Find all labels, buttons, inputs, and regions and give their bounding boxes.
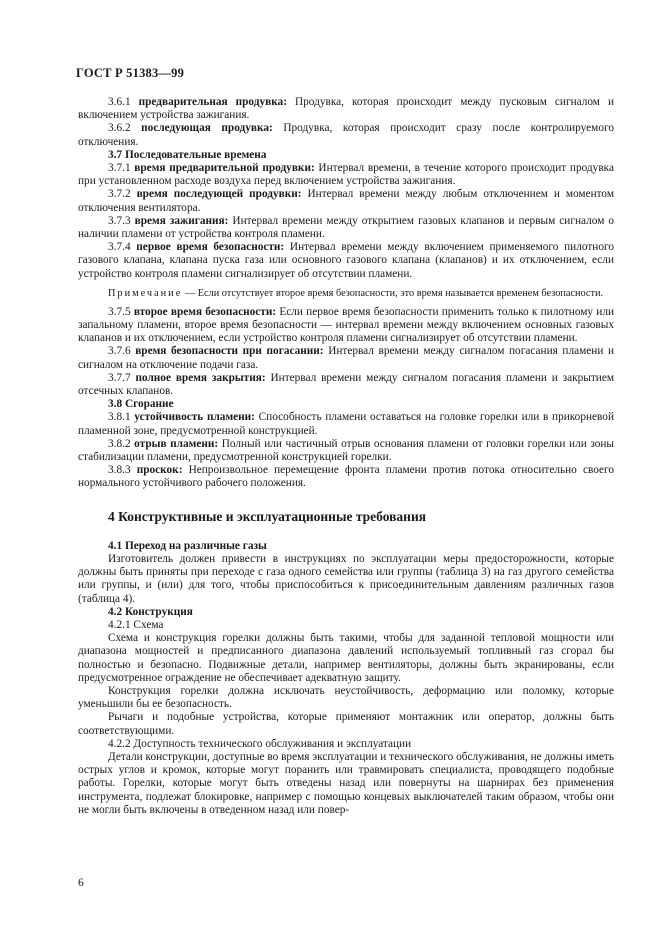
- clause-number: 3.8.2: [108, 437, 131, 450]
- note-text: — Если отсутствует второе время безопасности, это время называется временем безопасности.: [184, 287, 604, 299]
- defined-term: проскок:: [136, 464, 183, 477]
- subsection-heading: 4.1 Переход на различные газы: [108, 539, 267, 552]
- note-label: Примечание: [108, 287, 183, 299]
- defined-term: отрыв пламени:: [134, 437, 219, 450]
- paragraph: [78, 751, 614, 817]
- paragraph: [78, 345, 614, 371]
- clause-number: 3.6.2: [108, 122, 131, 135]
- clause-number: 3.7.7: [108, 371, 131, 384]
- clause-number: 3.7.5: [108, 305, 131, 318]
- clause-number: 3.7.4: [108, 241, 131, 254]
- paragraph: [78, 372, 614, 398]
- page-body: [78, 96, 614, 817]
- defined-term: первое время безопасности:: [136, 241, 285, 254]
- paragraph: [78, 464, 614, 490]
- clause-number: 3.7.2: [108, 188, 131, 201]
- defined-term: второе время безопасности:: [133, 305, 277, 318]
- note-paragraph: [78, 287, 614, 300]
- paragraph: [78, 122, 614, 148]
- section-heading: 4 Конструктивные и эксплуатационные требования: [108, 508, 427, 524]
- paragraph-text: Рычаги и подобные устройства, которые применяют монтажник или оператор, должны быть соответствующими.: [78, 711, 614, 737]
- paragraph-text: Интервал времени между любым отключением и моментом отключения вентилятора.: [78, 188, 615, 214]
- page-number: 6: [78, 877, 84, 889]
- paragraph-text: Интервал времени между сигналом погасания пламени и сигналом на отключение подачи газа.: [78, 345, 615, 371]
- paragraph: [78, 553, 614, 606]
- defined-term: предварительная продувка:: [138, 96, 287, 108]
- paragraph: [78, 411, 614, 437]
- paragraph: [78, 215, 614, 241]
- subsection-heading: 3.8 Сгорание: [108, 398, 174, 411]
- paragraph: [78, 306, 614, 346]
- paragraph: [78, 438, 614, 464]
- paragraph-text: Полный или частичный отрыв основания пламени от головки горелки или зоны стабилизации пламени, предусмотренной конструкцией горелки.: [78, 437, 615, 464]
- paragraph-text: Конструкция горелки должна исключать неустойчивость, деформацию или поломку, которые уменьшили бы ее безопасность.: [78, 684, 614, 711]
- document-header: ГОСТ Р 51383—99: [76, 66, 185, 80]
- paragraph-text: Интервал времени между сигналом погасания пламени и закрытием отсечных клапанов.: [78, 371, 615, 398]
- clause-number: 3.7.6: [108, 345, 131, 358]
- defined-term: полное время закрытия:: [135, 371, 266, 384]
- defined-term: время предварительной продувки:: [134, 162, 315, 175]
- clause-number: 3.8.3: [108, 464, 131, 477]
- paragraph-text: Интервал времени между включением применяемого пилотного газового клапана, клапана пуска газа или основного газового клапана (клапанов) и их отключением, если устройство контроля пламени сигнализирует об отсутствии пламени.: [78, 241, 614, 280]
- clause-number: 3.8.1: [108, 411, 131, 424]
- paragraph-text: Если первое время безопасности применить только к пилотному или запальному пламени, второе время безопасности — интервал времени между включением основных газовых клапанов и их отключением, если устройство контроля пламени сигнализирует об отсутствии пламени.: [78, 305, 615, 345]
- clause-heading: 4.2.1 Схема: [108, 618, 164, 631]
- paragraph-text: Продувка, которая происходит между пусковым сигналом и включением устройства зажигания.: [78, 96, 614, 122]
- paragraph-text: Непроизвольное перемещение фронта пламени против потока относительно своего нормального устойчивого рабочего положения.: [78, 464, 615, 490]
- subsection-heading: 4.2 Конструкция: [108, 605, 193, 618]
- paragraph-text: Схема и конструкция горелки должны быть такими, чтобы для заданной тепловой мощности или диапазона мощностей и предписанного диапазона давлений используемый топливный газ сгорал бы полностью и безопасно. Подвижные детали, например вентиляторы, должны быть экранированы, если предусмотренное ограждение не обеспечивает адекватную защиту.: [78, 632, 614, 684]
- defined-term: время безопасности при погасании:: [135, 345, 324, 358]
- paragraph-text: Интервал времени между открытием газовых клапанов и первым сигналом о наличии пламени от устройства контроля пламени.: [78, 214, 615, 241]
- paragraph: [78, 162, 614, 188]
- paragraph-text: Интервал времени, в течение которого происходит продувка при установленном расходе воздуха перед включением устройства зажигания.: [78, 162, 614, 188]
- paragraph-text: Изготовитель должен привести в инструкциях по эксплуатации меры предосторожности, которые должны быть приняты при переходе с газа одного семейства или группы (таблица 3) на газ другого семейства или группы, и (или) для того, чтобы приспособиться к присоединительным давлениям различных газов (таблица 4).: [78, 552, 614, 605]
- paragraph: [78, 188, 614, 214]
- paragraph-text: Продувка, которая происходит сразу после контролируемого отключения.: [78, 122, 614, 148]
- clause-number: 3.7.3: [108, 214, 131, 227]
- clause-number: 3.7.1: [108, 162, 131, 175]
- defined-term: последующая продувка:: [141, 122, 273, 135]
- paragraph: [78, 632, 614, 685]
- defined-term: устойчивость пламени:: [134, 411, 255, 424]
- paragraph-text: Детали конструкции, доступные во время эксплуатации и технического обслуживания, не должны иметь острых углов и кромок, которые могут поранить или травмировать специалиста, проводящего подобные работы. Горелки, которые могут быть отведены назад или повернуты на шарнирах без применения инструмента, подлежат блокировке, например с помощью концевых выключателей таким образом, чтобы они не могли быть включены в отведенном назад или повер-: [78, 750, 614, 816]
- paragraph: [78, 96, 614, 122]
- clause-heading: 4.2.2 Доступность технического обслуживания и эксплуатации: [108, 737, 412, 750]
- subsection-heading: 3.7 Последовательные времена: [108, 148, 267, 161]
- paragraph: [78, 685, 614, 711]
- defined-term: время зажигания:: [134, 214, 229, 227]
- paragraph-text: Способность пламени оставаться на головке горелки или в прикорневой пламенной зоне, предусмотренной конструкцией.: [78, 411, 614, 437]
- paragraph: [78, 711, 614, 737]
- paragraph: [78, 241, 614, 281]
- clause-number: 3.6.1: [108, 96, 131, 108]
- defined-term: время последующей продувки:: [136, 188, 302, 201]
